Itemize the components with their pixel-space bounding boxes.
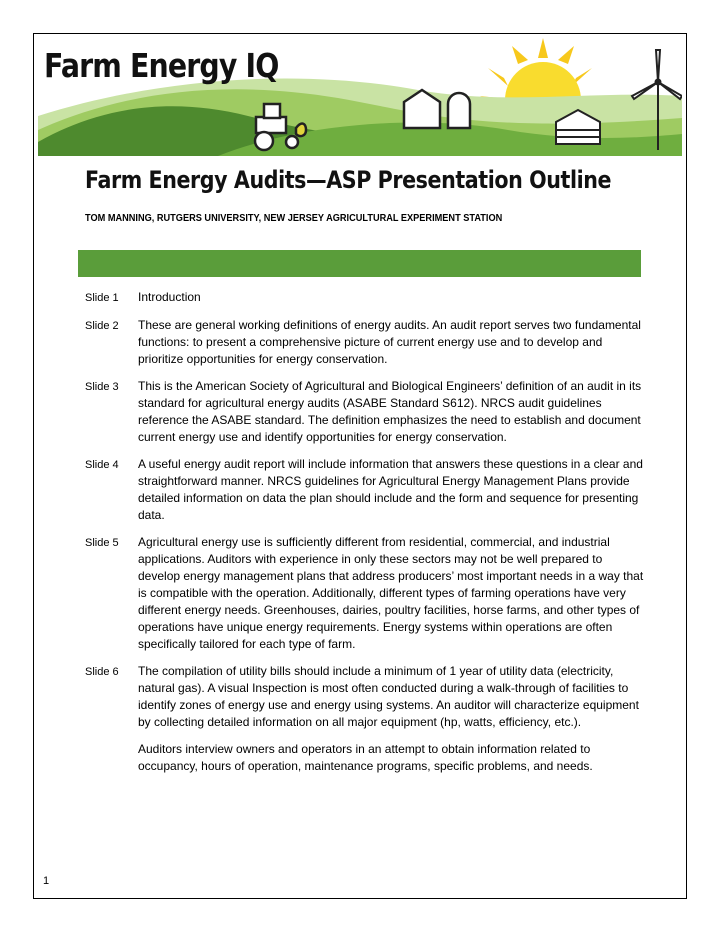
slide-description xyxy=(138,289,645,307)
page-number: 1 xyxy=(43,875,50,887)
slide-paragraph: Introduction xyxy=(138,290,201,304)
slide-paragraph: A useful energy audit report will include information that answers these questions in a clear and straightforward manner. NRCS guidelines for Agricultural Energy Management Plans provide detailed information on data the plan should include and the form and sequence for presenting data. xyxy=(138,457,643,522)
slide-label: Slide 4 xyxy=(85,459,119,471)
slide-description xyxy=(138,534,645,653)
slide-paragraph: This is the American Society of Agricultural and Biological Engineers’ definition of an audit in its standard for agricultural energy audits (ASABE Standard S612). NRCS audit guidelines reference the ASABE standard. The definition emphasizes the need to establish and document current energy use and identify opportunities for energy conservation. xyxy=(138,379,642,444)
slide-description xyxy=(138,317,645,368)
slide-entry xyxy=(85,378,645,446)
slide-label: Slide 5 xyxy=(85,537,119,549)
document-title: Farm Energy Audits—ASP Presentation Outline xyxy=(85,166,612,194)
slide-entry xyxy=(85,534,645,653)
slide-label: Slide 2 xyxy=(85,320,119,332)
slide-paragraph: The compilation of utility bills should include a minimum of 1 year of utility data (electricity, natural gas). A visual Inspection is most often conducted during a walk-through of facilities to identify zones of energy use and energy using systems. An auditor will characterize equipment by collecting detailed information on all major equipment (hp, watts, efficiency, etc.). xyxy=(138,664,639,729)
slide-label: Slide 1 xyxy=(85,292,119,304)
slide-entry xyxy=(85,663,645,775)
slide-description xyxy=(138,378,645,446)
slide-label: Slide 3 xyxy=(85,381,119,393)
slide-description xyxy=(138,663,645,775)
slide-paragraph: Agricultural energy use is sufficiently different from residential, commercial, and industrial applications. Auditors with experience in only these sectors may not be well prepared to develop energy management plans that address producers’ most important needs in a way that is compatible with the operation. Additionally, different types of farming operations have very different energy needs. Greenhouses, dairies, poultry facilities, horse farms, and other types of operations have unique energy requirements. Energy systems within operations are often specifically tailored for each type of farm. xyxy=(138,535,644,651)
slide-entry xyxy=(85,317,645,368)
slide-paragraph: These are general working definitions of energy audits. An audit report serves two fundamental functions: to present a comprehensive picture of current energy use and to develop and prioritize opportunities for energy conservation. xyxy=(138,318,641,366)
slide-entry xyxy=(85,289,645,307)
slide-label: Slide 6 xyxy=(85,666,119,678)
slide-outline xyxy=(85,289,645,785)
author-line: TOM MANNING, RUTGERS UNIVERSITY, NEW JERSEY AGRICULTURAL EXPERIMENT STATION xyxy=(85,213,503,224)
slide-paragraph: Auditors interview owners and operators in an attempt to obtain information related to occupancy, hours of operation, maintenance programs, specific problems, and needs. xyxy=(138,742,593,773)
slide-description xyxy=(138,456,645,524)
brand-title: Farm Energy IQ xyxy=(44,46,279,85)
slide-entry xyxy=(85,456,645,524)
section-divider-bar xyxy=(78,250,641,277)
